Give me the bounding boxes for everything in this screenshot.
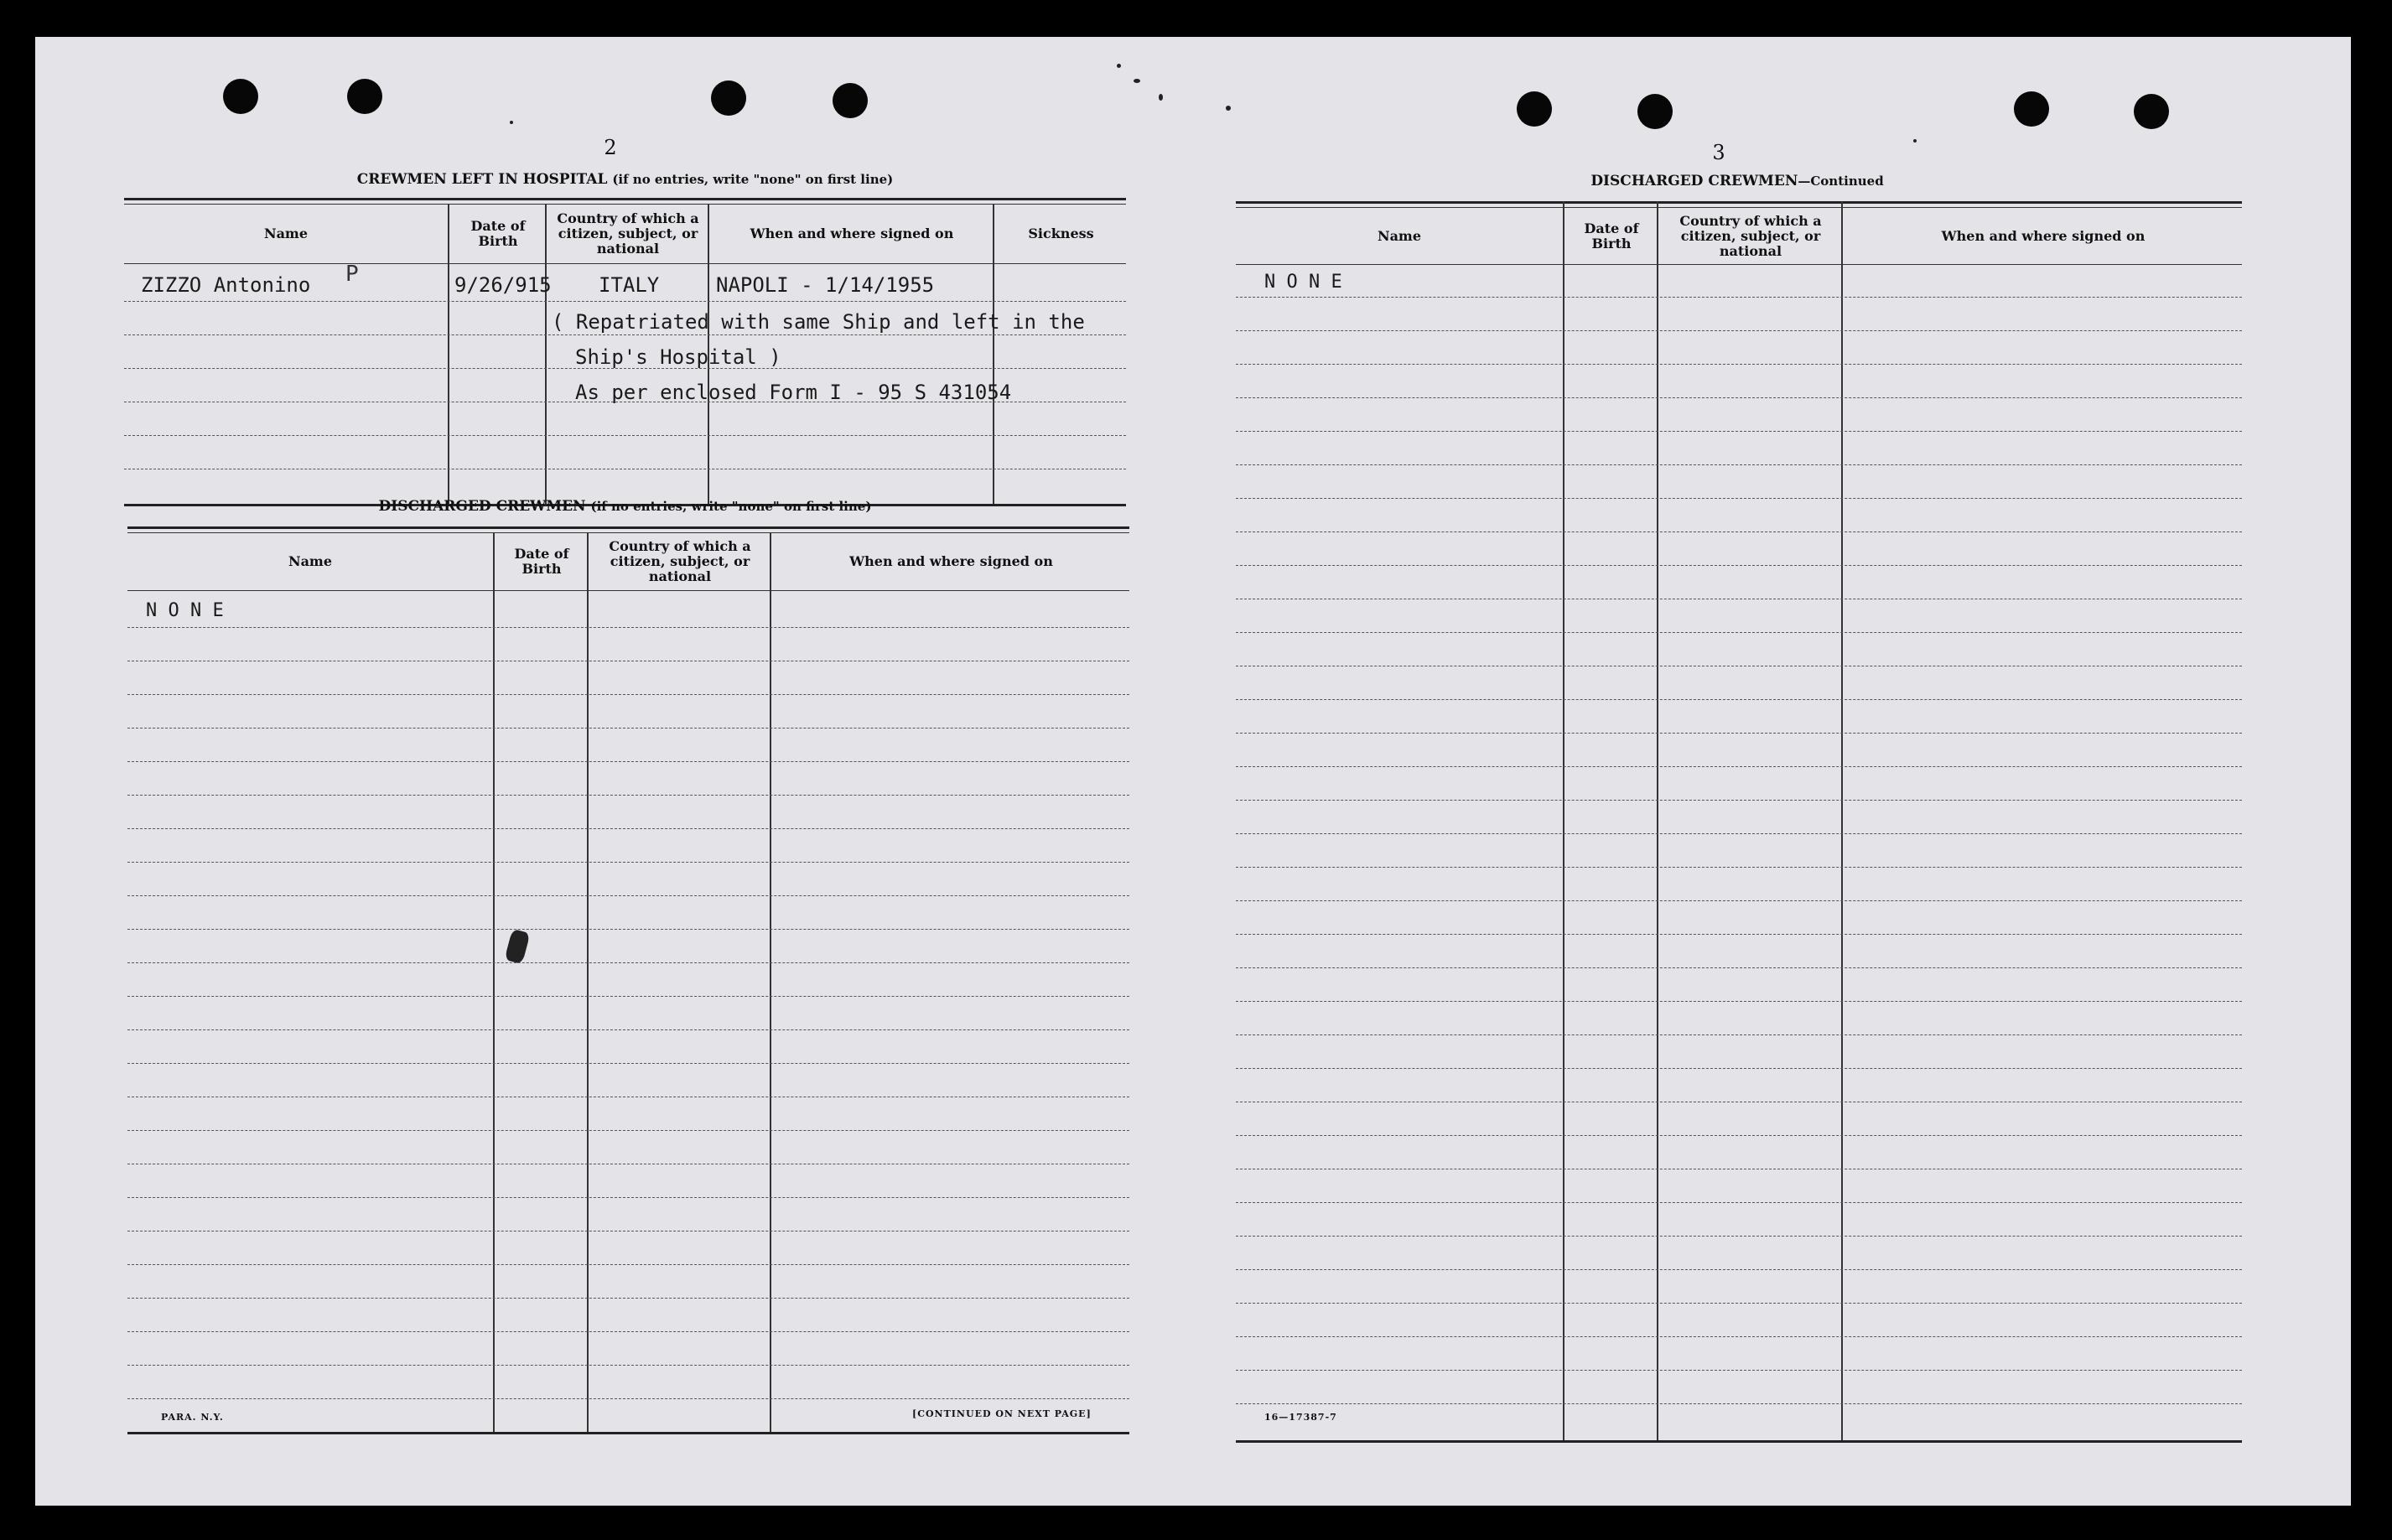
row-line — [127, 694, 1129, 695]
row-line — [1236, 498, 2242, 499]
column-divider — [1841, 201, 1843, 1440]
column-divider — [993, 205, 994, 506]
footer-form-number: 16—17387-7 — [1264, 1412, 1337, 1423]
punch-hole — [2014, 91, 2049, 127]
row-line — [1236, 833, 2242, 834]
right-header-country: Country of which a citizen, subject, or national — [1679, 213, 1822, 259]
row-line — [127, 1298, 1129, 1299]
hospital-header-signed: When and where signed on — [750, 226, 954, 241]
row-line — [1236, 1370, 2242, 1371]
hospital-header-country: Country of which a citizen, subject, or national — [557, 210, 699, 257]
scan-speck — [1159, 94, 1163, 101]
row-line — [127, 627, 1129, 628]
rule — [127, 526, 1129, 529]
row-line — [124, 435, 1126, 436]
scan-speck — [1134, 79, 1140, 83]
row-line — [1236, 1068, 2242, 1069]
discharged-title-text: DISCHARGED CREWMEN — [378, 498, 586, 515]
rule — [1236, 264, 2242, 265]
hospital-header-sickness: Sickness — [1028, 226, 1094, 241]
discharged-header-signed: When and where signed on — [849, 553, 1053, 569]
hospital-entry-dob: 9/26/915 — [454, 273, 552, 297]
row-line — [1236, 967, 2242, 968]
rule — [127, 1432, 1129, 1434]
row-line — [127, 895, 1129, 896]
discharged-header-name: Name — [288, 553, 333, 569]
right-title-suffix: —Continued — [1798, 174, 1884, 189]
right-entry-none: N O N E — [1264, 272, 1342, 293]
column-divider — [1563, 201, 1564, 1440]
row-line — [1236, 934, 2242, 935]
punch-hole — [833, 83, 868, 118]
punch-hole — [1637, 94, 1673, 129]
row-line — [1236, 632, 2242, 633]
hospital-entry-mark: P — [345, 262, 359, 287]
punch-hole — [347, 79, 382, 114]
row-line — [1236, 900, 2242, 901]
row-line — [1236, 1269, 2242, 1270]
rule — [127, 532, 1129, 533]
row-line — [1236, 800, 2242, 801]
row-line — [127, 1197, 1129, 1198]
ink-blot — [504, 929, 530, 964]
right-header-signed: When and where signed on — [1941, 228, 2146, 244]
row-line — [1236, 1236, 2242, 1237]
row-line — [127, 1063, 1129, 1064]
row-line — [1236, 565, 2242, 566]
rule — [1236, 1440, 2242, 1443]
hospital-title-note: (if no entries, write "none" on first line) — [612, 172, 894, 187]
hospital-remark-1: ( Repatriated with same Ship and left in the — [552, 310, 1085, 334]
row-line — [1236, 733, 2242, 734]
row-line — [1236, 1034, 2242, 1035]
row-line — [1236, 766, 2242, 767]
row-line — [127, 761, 1129, 762]
row-line — [1236, 1001, 2242, 1002]
row-line — [1236, 431, 2242, 432]
page-number-right: 3 — [1712, 141, 1725, 164]
punch-hole — [1517, 91, 1552, 127]
discharged-header-country: Country of which a citizen, subject, or national — [609, 538, 751, 584]
row-line — [1236, 297, 2242, 298]
row-line — [127, 962, 1129, 963]
right-section-title — [1234, 173, 2240, 189]
discharged-title-note: (if no entries, write "none" on first line) — [590, 499, 872, 514]
right-header-dob: Date of Birth — [1584, 220, 1639, 251]
row-line — [127, 996, 1129, 997]
column-divider — [448, 205, 449, 506]
rule — [127, 590, 1129, 591]
scan-speck — [1117, 64, 1121, 68]
right-header-name: Name — [1377, 228, 1422, 244]
discharged-section-title — [124, 498, 1126, 515]
row-line — [127, 1331, 1129, 1332]
rule — [124, 263, 1126, 264]
row-line — [1236, 1336, 2242, 1337]
row-line — [1236, 699, 2242, 700]
punch-hole — [223, 79, 258, 114]
row-line — [1236, 531, 2242, 532]
row-line — [127, 795, 1129, 796]
column-divider — [1657, 201, 1658, 1440]
row-line — [1236, 867, 2242, 868]
row-line — [127, 828, 1129, 829]
row-line — [1236, 364, 2242, 365]
row-line — [1236, 1403, 2242, 1404]
hospital-remark-2: Ship's Hospital ) — [575, 345, 781, 369]
row-line — [127, 728, 1129, 729]
row-line — [1236, 330, 2242, 331]
punch-hole — [2134, 94, 2169, 129]
page-number-left: 2 — [604, 136, 617, 159]
scan-speck — [1913, 139, 1917, 143]
row-line — [1236, 1303, 2242, 1304]
discharged-header-dob: Date of Birth — [514, 546, 569, 577]
rule — [1236, 207, 2242, 208]
hospital-entry-name: ZIZZO Antonino — [141, 273, 311, 297]
hospital-entry-signed: NAPOLI - 1/14/1955 — [716, 273, 935, 297]
row-line — [124, 301, 1126, 302]
rule — [124, 204, 1126, 205]
row-line — [127, 929, 1129, 930]
hospital-section-title — [124, 171, 1126, 188]
hospital-header-name: Name — [263, 226, 309, 241]
scan-speck — [1226, 106, 1231, 111]
rule — [124, 198, 1126, 200]
row-line — [127, 1365, 1129, 1366]
hospital-remark-3: As per enclosed Form I - 95 S 431054 — [575, 381, 1012, 404]
document-scan — [35, 37, 2351, 1506]
scan-speck — [510, 121, 513, 124]
row-line — [1236, 1135, 2242, 1136]
row-line — [127, 1398, 1129, 1399]
row-line — [127, 1029, 1129, 1030]
right-title-text: DISCHARGED CREWMEN — [1590, 173, 1798, 189]
hospital-title-text: CREWMEN LEFT IN HOSPITAL — [356, 171, 608, 188]
row-line — [124, 334, 1126, 335]
rule — [1236, 201, 2242, 204]
row-line — [1236, 464, 2242, 465]
row-line — [1236, 1202, 2242, 1203]
column-divider — [545, 205, 547, 506]
row-line — [127, 1130, 1129, 1131]
discharged-entry-none: N O N E — [146, 600, 224, 621]
punch-hole — [711, 80, 746, 116]
row-line — [1236, 397, 2242, 398]
footer-continued: [CONTINUED ON NEXT PAGE] — [912, 1408, 1092, 1419]
row-line — [127, 862, 1129, 863]
row-line — [127, 1264, 1129, 1265]
hospital-entry-country: ITALY — [599, 273, 660, 297]
footer-printer-mark: PARA. N.Y. — [161, 1412, 224, 1423]
hospital-header-dob: Date of Birth — [470, 218, 526, 249]
